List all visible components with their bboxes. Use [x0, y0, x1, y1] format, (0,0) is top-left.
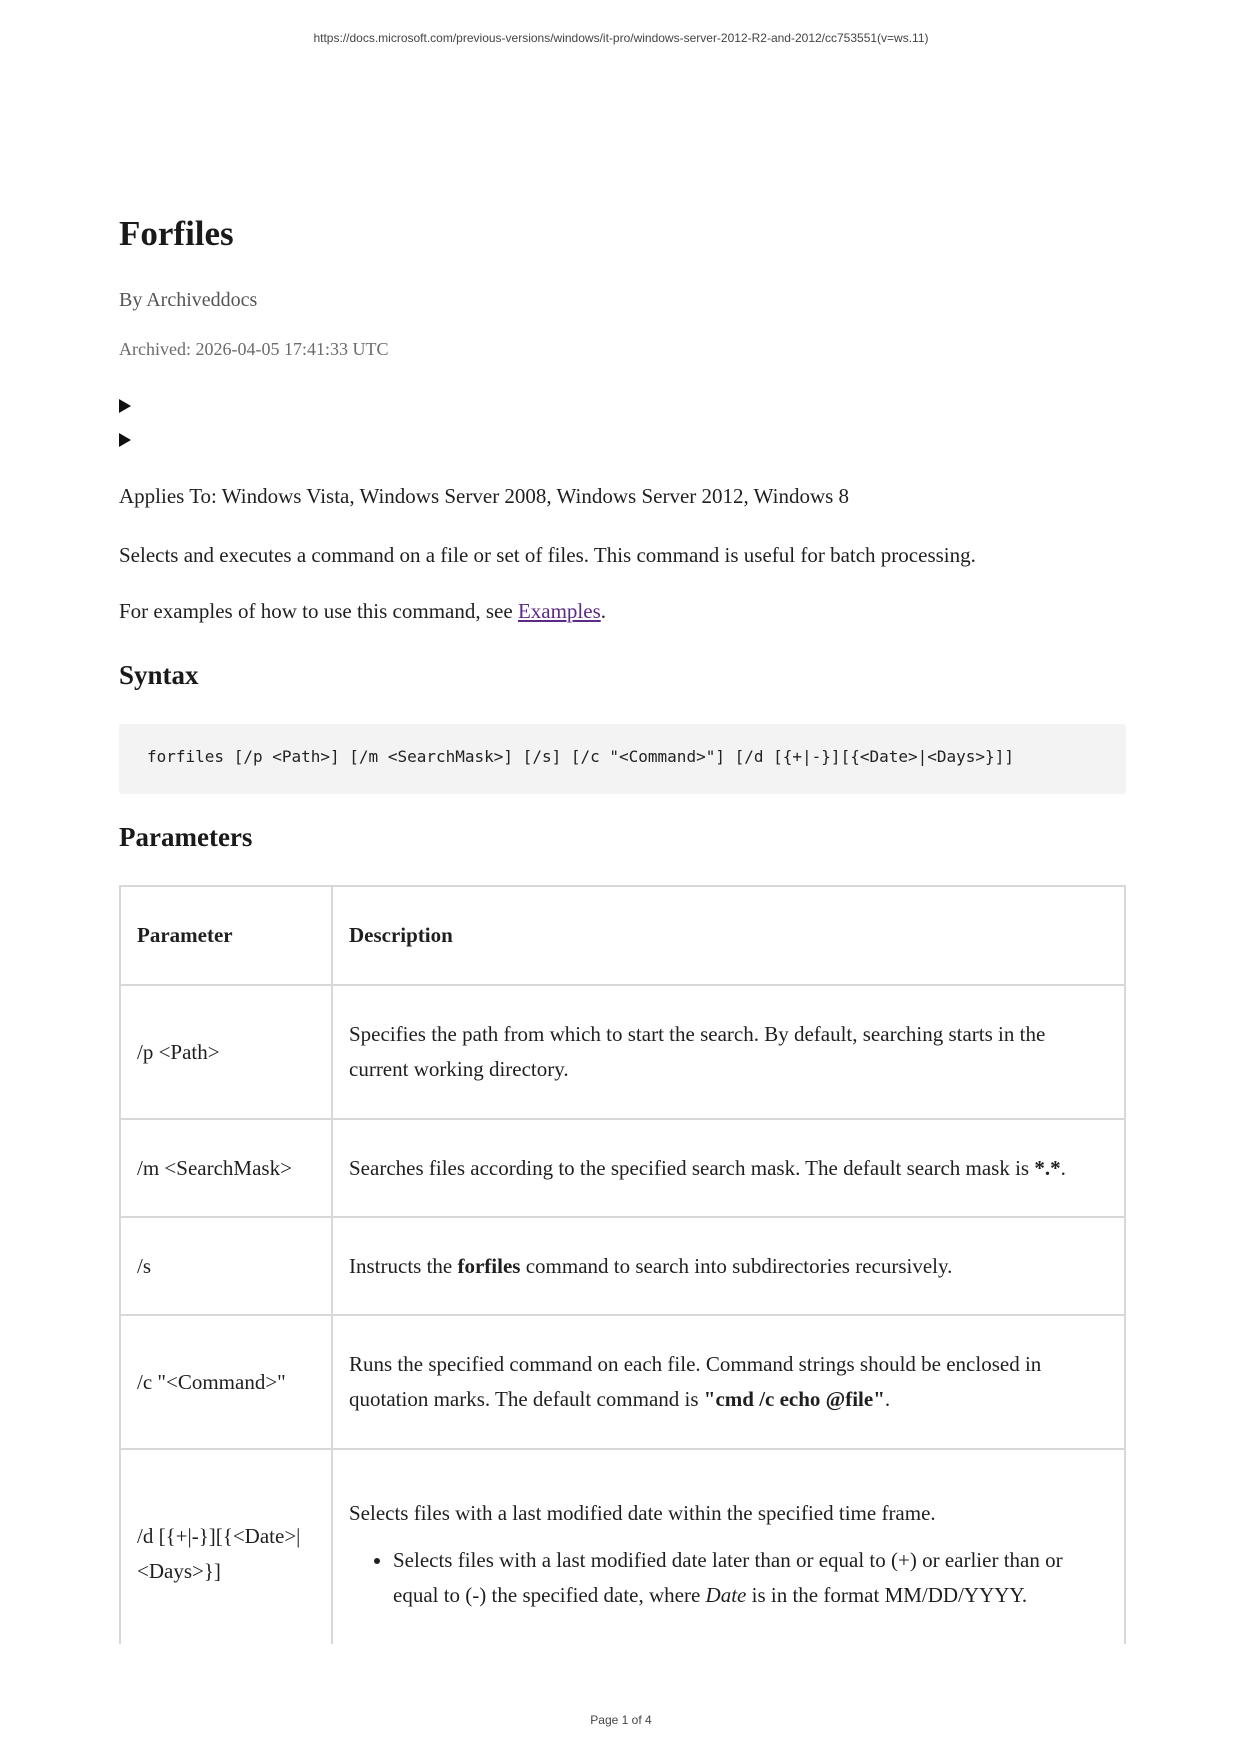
table-header-row [120, 886, 1125, 985]
byline: By Archiveddocs [119, 289, 258, 311]
page-bottom-margin [0, 1644, 1242, 1756]
examples-text [119, 599, 606, 624]
description-text: Runs the specified command on each file. Command strings should be enclosed in quotation marks. The default command is [349, 1352, 1042, 1411]
description-cell [332, 1217, 1125, 1315]
description-text: . [1060, 1155, 1066, 1180]
description-text: Searches files according to the specified search mask. The default search mask is [349, 1155, 1035, 1180]
column-header-description: Description [332, 886, 1125, 985]
archived-timestamp: Archived: 2026-04-05 17:41:33 UTC [119, 339, 389, 359]
description-text: . [884, 1387, 891, 1411]
parameters-table [119, 885, 1126, 1660]
param-line: /d [{+|-}][{<Date>| [137, 1524, 301, 1548]
param-cell [120, 1449, 332, 1659]
examples-link[interactable]: Examples [517, 599, 601, 623]
page-number: Page 1 of 4 [590, 1713, 652, 1727]
syntax-code-block [119, 724, 1126, 794]
examples-prefix: For examples of how to use this command, see [119, 599, 518, 623]
description-bold: *.* [1034, 1155, 1061, 1180]
bullet-text: Selects files with a last modified date later than or equal to (+) or earlier than or equal to (-) the specified date, where [393, 1547, 1063, 1607]
param-cell: /p <Path> [120, 985, 332, 1119]
param-cell: /c "<Command>" [120, 1315, 332, 1449]
summary-text: Selects and executes a command on a file or set of files. This command is useful for batch processing. [119, 543, 976, 567]
source-url: https://docs.microsoft.com/previous-versions/windows/it-pro/windows-server-2012-R2-and-2012/cc753551(v=ws.11) [313, 31, 929, 45]
description-text: Selects files with a last modified date within the specified time frame. [349, 1500, 936, 1525]
description-cell [332, 1119, 1125, 1217]
page-title: Forfiles [119, 214, 234, 253]
table-row [120, 1315, 1125, 1449]
description-cell [332, 1315, 1125, 1449]
bullet-emphasis: Date [705, 1582, 747, 1607]
disclosure-triangle-icon[interactable] [119, 433, 131, 447]
parameters-heading: Parameters [119, 822, 253, 852]
description-cell [332, 1449, 1125, 1659]
table-row [120, 1119, 1125, 1217]
param-cell: /m <SearchMask> [120, 1119, 332, 1217]
description-text: Instructs the [349, 1253, 458, 1278]
description-cell: Specifies the path from which to start the search. By default, searching starts in the current working directory. [332, 985, 1125, 1119]
description-bold: forfiles [457, 1253, 521, 1278]
table-row [120, 985, 1125, 1119]
description-bold: "cmd /c echo @file" [703, 1387, 885, 1411]
description-list [349, 1543, 1108, 1613]
table-row [120, 1217, 1125, 1315]
syntax-code: forfiles [/p <Path>] [/m <SearchMask>] [/s] [/c "<Command>"] [/d [{+|-}][{<Date>|<Days>}]] [147, 747, 1014, 766]
description-text: command to search into subdirectories recursively. [520, 1253, 953, 1278]
applies-to-text: Applies To: Windows Vista, Windows Server 2008, Windows Server 2012, Windows 8 [119, 484, 850, 508]
list-item [393, 1543, 1108, 1613]
param-line: <Days>}] [137, 1559, 221, 1583]
column-header-parameter: Parameter [120, 886, 332, 985]
table-row [120, 1449, 1125, 1659]
disclosure-triangle-icon[interactable] [119, 399, 131, 413]
param-cell: /s [120, 1217, 332, 1315]
syntax-heading: Syntax [119, 660, 199, 690]
examples-suffix: . [600, 599, 606, 623]
bullet-text: is in the format MM/DD/YYYY. [746, 1582, 1028, 1607]
